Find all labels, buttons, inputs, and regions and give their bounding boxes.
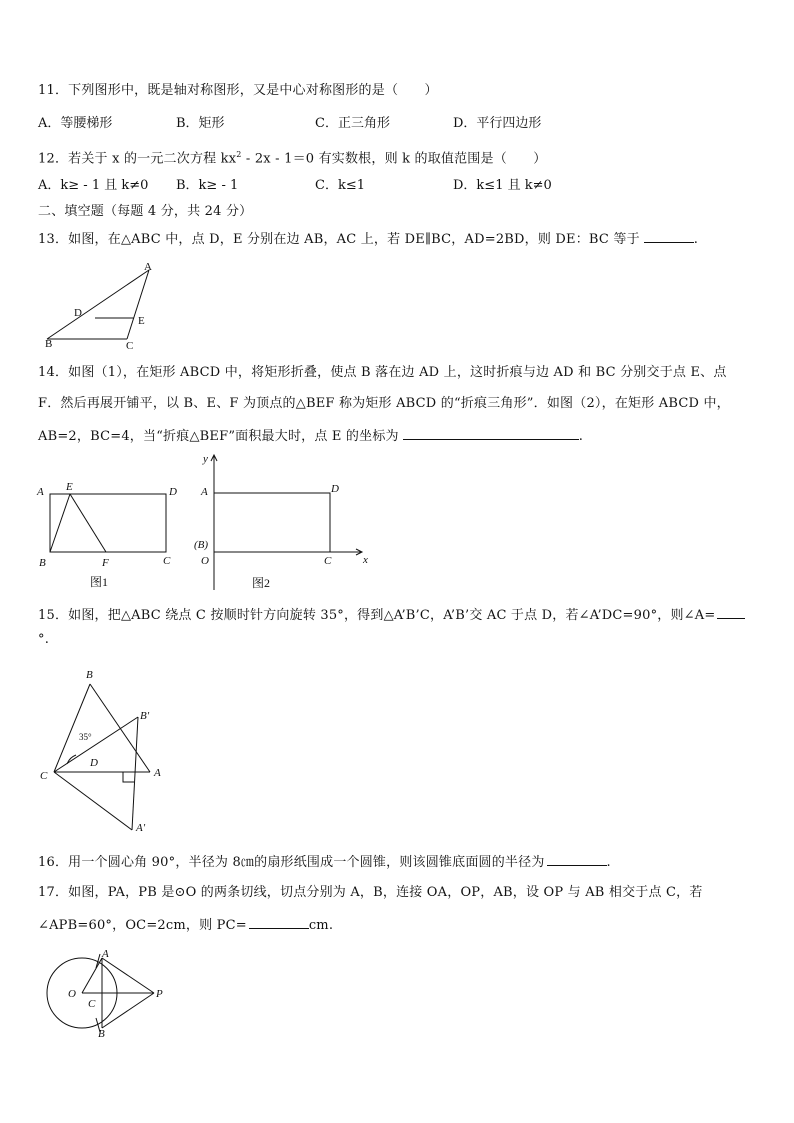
q11-option-d: D．平行四边形 (453, 116, 542, 131)
answer-blank (547, 852, 607, 866)
q12-option-b: B．k≥ - 1 (176, 178, 239, 193)
q15-line2: °. (38, 632, 50, 647)
label-a: A (201, 486, 208, 498)
q11-stem: 11．下列图形中，既是轴对称图形，又是中心对称图形的是（ ） (38, 83, 438, 98)
label-e: E (138, 315, 145, 327)
answer-blank (717, 605, 745, 619)
label-d: D (74, 307, 82, 319)
q12-option-a: A．k≥ - 1 且 k≠0 (38, 178, 149, 193)
angle-label: 35° (79, 732, 92, 742)
q17-line1: 17．如图，PA，PB 是⊙O 的两条切线，切点分别为 A，B，连接 OA，OP，AB，设 OP 与 AB 相交于点 C，若 (38, 885, 703, 900)
section-heading: 二、填空题（每题 4 分，共 24 分） (38, 204, 253, 219)
q11-option-c: C．正三角形 (315, 116, 390, 131)
label-b: (B) (194, 539, 209, 551)
label-o: O (201, 555, 209, 567)
label-d: D (169, 486, 177, 498)
q17-line2: ∠APB=60°，OC=2cm，则 PC= cm. (38, 915, 333, 935)
q14-line3: AB=2，BC=4，当“折痕△BEF”面积最大时，点 E 的坐标为 . (38, 426, 583, 446)
q11-option-b: B．矩形 (176, 116, 225, 131)
label-b: B (39, 557, 46, 569)
label-c: C (126, 340, 134, 352)
label-d: D (90, 757, 98, 769)
label-o: O (68, 988, 76, 1000)
answer-blank (403, 426, 579, 440)
label-e: E (66, 481, 73, 493)
q17-figure (40, 944, 180, 1040)
label-c: C (163, 555, 171, 567)
label-b: B (86, 669, 93, 681)
label-c: C (324, 555, 332, 567)
q12-option-c: C．k≤1 (315, 178, 365, 193)
q15-line1: 15．如图，把△ABC 绕点 C 按顺时针方向旋转 35°，得到△A’B’C，A’B’交 AC 于点 D，若∠A’DC=90°，则∠A= (38, 605, 745, 625)
label-a: A (154, 767, 161, 779)
label-c: C (40, 770, 48, 782)
label-b: B (98, 1028, 105, 1040)
label-a: A (37, 486, 44, 498)
q13-stem: 13．如图，在△ABC 中，点 D，E 分别在边 AB，AC 上，若 DE∥BC，AD=2BD，则 DE：BC 等于 . (38, 229, 698, 249)
q14-figure-2 (190, 448, 380, 594)
answer-blank (249, 915, 309, 929)
q14-line2: F．然后再展开铺平，以 B、E、F 为顶点的△BEF 称为矩形 ABCD 的“折痕三角形”．如图（2），在矩形 ABCD 中， (38, 396, 730, 411)
label-b: B (45, 338, 53, 350)
figure-caption: 图2 (252, 576, 271, 590)
q14-line1: 14．如图（1），在矩形 ABCD 中，将矩形折叠，使点 B 落在边 AD 上，这时折痕与边 AD 和 BC 分别交于点 E、点 (38, 365, 727, 380)
label-y: y (203, 453, 208, 465)
answer-blank (644, 229, 694, 243)
label-b-prime: B′ (140, 710, 150, 722)
figure-caption: 图1 (90, 575, 109, 589)
label-f: F (102, 557, 109, 569)
q13-figure (38, 258, 168, 353)
q14-figure-1 (34, 478, 194, 590)
q12-option-d: D．k≤1 且 k≠0 (453, 178, 552, 193)
label-a: A (144, 261, 152, 273)
label-a: A (102, 948, 109, 960)
label-p: P (156, 988, 163, 1000)
label-a-prime: A′ (136, 822, 146, 834)
q15-figure (34, 664, 174, 836)
label-x: x (363, 554, 368, 566)
q11-option-a: A．等腰梯形 (38, 116, 113, 131)
q12-stem: 12．若关于 x 的一元二次方程 $kx^2 - 2x - 1=0$ 有实数根，则 k 的取值范围是（ ） (38, 150, 547, 167)
q16-stem: 16．用一个圆心角 90°，半径为 8㎝的扇形纸围成一个圆锥，则该圆锥底面圆的半径为 . (38, 852, 611, 872)
label-c: C (88, 998, 96, 1010)
label-d: D (331, 483, 339, 495)
